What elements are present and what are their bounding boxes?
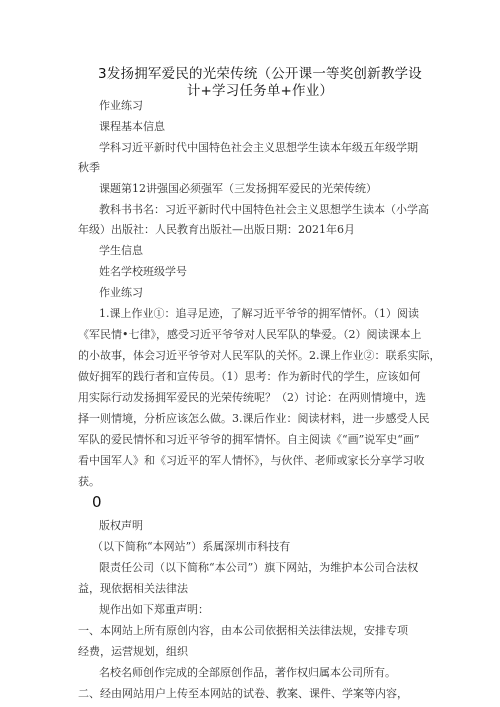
section-heading-course-info: 课程基本信息 xyxy=(99,120,165,133)
copyright-line-1: （以下简称“本网站”）系属深圳市科技有 xyxy=(92,540,291,553)
homework-paragraph-line-1: 1.课上作业①：追寻足迹，了解习近平爷爷的拥军情怀。（1）阅读 xyxy=(99,307,419,320)
copyright-line-8: 二、经由网站用户上传至本网站的试卷、教案、课件、学案等内容， xyxy=(78,687,408,700)
homework-paragraph-line-8: 看中国军人》和《习近平的军人情怀》，与伙伴、老师或家长分享学习收 xyxy=(78,454,425,467)
copyright-line-3: 益，现依据相关法律法 xyxy=(78,582,188,595)
title-line-1: 3发扬拥军爱民的光荣传统（公开课一等奖创新教学设 xyxy=(98,66,422,82)
section-heading-student-info: 学生信息 xyxy=(99,244,143,257)
copyright-heading: 版权声明 xyxy=(99,519,143,532)
homework-paragraph-line-3: 的小故事，体会习近平爷爷对人民军队的关怀。2.课上作业②：联系实际， xyxy=(78,349,441,362)
textbook-info-line-2: 年级）出版社：人民教育出版社—出版日期：2021年6月 xyxy=(78,223,355,236)
section-heading-homework: 作业练习 xyxy=(99,99,143,112)
homework-paragraph-line-2: 《军民情•七律》，感受习近平爷爷对人民军队的挚爱。（2）阅读课本上 xyxy=(78,328,422,341)
copyright-line-4: 规作出如下郑重声明： xyxy=(99,603,209,616)
document-title xyxy=(80,66,440,100)
homework-paragraph-line-5: 用实际行动发扬拥军爱民的光荣传统呢？（2）讨论：在两则情境中，选 xyxy=(78,391,426,404)
student-info-fields: 姓名学校班级学号 xyxy=(99,265,187,278)
section-heading-homework-2: 作业练习 xyxy=(99,286,143,299)
page-marker-zero: 0 xyxy=(92,493,102,511)
homework-paragraph-line-7: 军队的爱民情怀和习近平爷爷的拥军情怀。自主阅读《“画”说军史“画” xyxy=(78,433,420,446)
homework-paragraph-line-4: 做好拥军的践行者和宣传员。（1）思考：作为新时代的学生，应该如何 xyxy=(78,370,421,383)
copyright-line-2: 限责任公司（以下简称“本公司”）旗下网站，为维护本公司合法权 xyxy=(99,561,419,574)
course-subject-line: 学科习近平新时代中国特色社会主义思想学生读本年级五年级学期 xyxy=(99,141,418,154)
course-topic: 课题第12讲强国必须强军（三发扬拥军爱民的光荣传统） xyxy=(99,182,377,195)
homework-paragraph-line-9: 获。 xyxy=(78,475,100,488)
title-line-2: 计+学习任务单+作业） xyxy=(186,83,334,99)
copyright-line-6: 经费，运营规划，组织 xyxy=(78,645,188,658)
copyright-line-5: 一、本网站上所有原创内容，由本公司依据相关法律法规，安排专项 xyxy=(78,624,408,637)
copyright-line-7: 名校名师创作完成的全部原创作品，著作权归属本公司所有。 xyxy=(99,666,396,679)
homework-paragraph-line-6: 择一则情境，分析应该怎么做。3.课后作业：阅读材料，进一步感受人民 xyxy=(78,412,430,425)
course-semester: 秋季 xyxy=(78,161,100,174)
textbook-info-line-1: 教科书书名：习近平新时代中国特色社会主义思想学生读本（小学高 xyxy=(99,203,429,216)
